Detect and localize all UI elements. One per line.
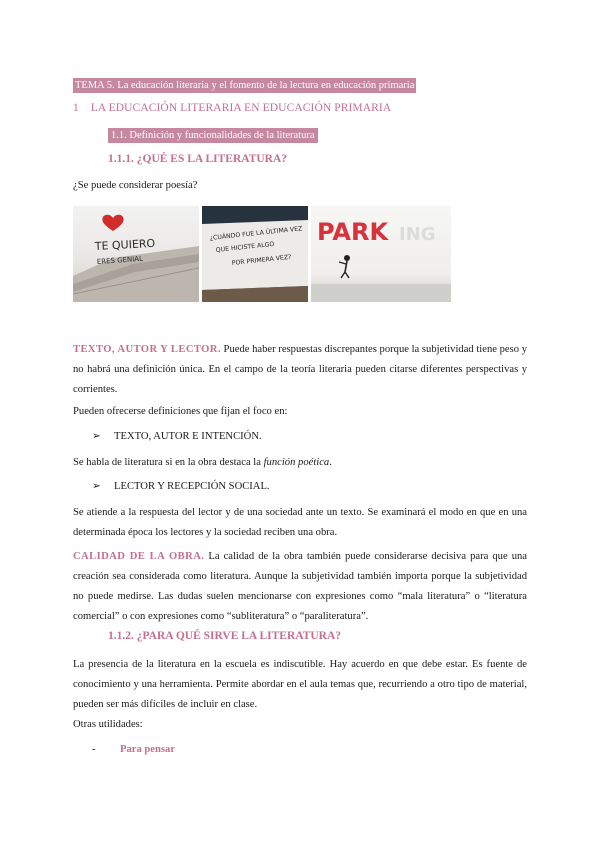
img2-line3: POR PRIMERA VEZ? xyxy=(231,253,292,267)
section-heading-1-1: 1.1. Definición y funcionalidades de la literatura xyxy=(108,128,318,143)
paragraph-definiciones: Pueden ofrecerse definiciones que fijan el foco en: xyxy=(73,406,288,417)
section-heading-1: 1 LA EDUCACIÓN LITERARIA EN EDUCACIÓN PRIMARIA xyxy=(73,102,392,114)
img1-line1: TE QUIERO xyxy=(94,236,156,253)
p1-text: Puede haber respuestas discrepantes porque la subjetividad tiene peso y no habrá una definición única. En el campo de la teoría literaria pueden citarse diferentes perspectivas y corrientes. xyxy=(73,344,527,395)
section-heading-1-1-1: 1.1.1. ¿QUÉ ES LA LITERATURA? xyxy=(108,153,288,165)
img3-park: PARK xyxy=(317,218,389,246)
img2-line1: ¿CUÁNDO FUE LA ÚLTIMA VEZ xyxy=(209,225,303,242)
p5-text: La calidad de la obra también puede considerarse decisiva para que una creación sea considerada como literatura. Aunque la subjetividad también importa porque la subjetividad no puede medirse. Las dudas suelen mencionarse con expresiones como “mala literatura” o “literatura comercial” o con expresiones como “subliteratura” o “paraliteratura”. xyxy=(73,551,527,622)
graffiti-te-quiero-image xyxy=(73,206,199,302)
question-text: ¿Se puede considerar poesía? xyxy=(73,180,198,191)
arrow-bullet-icon: ➢ xyxy=(92,481,101,492)
list-item-para-pensar xyxy=(92,744,175,755)
bullet-texto-autor xyxy=(92,430,262,442)
paragraph-presencia-literatura: La presencia de la literatura en la escuela es indiscutible. Hay acuerdo en que debe estar. Es fuente de conocimiento y una herramienta. Permite abordar en el aula temas que, recurriendo a otro tipo de material, pueden ser más difíciles de incluir en clase. xyxy=(73,659,527,710)
paragraph-texto-autor-lector xyxy=(73,340,527,400)
section-heading-1-1-2: 1.1.2. ¿PARA QUÉ SIRVE LA LITERATURA? xyxy=(108,630,342,642)
bullet-lector-recepcion xyxy=(92,480,270,492)
bullet2-text: LECTOR Y RECEPCIÓN SOCIAL. xyxy=(114,481,270,492)
bullet1-text: TEXTO, AUTOR E INTENCIÓN. xyxy=(114,431,262,442)
tema-title: TEMA 5. La educación literaria y el fomento de la lectura en educación primaria xyxy=(75,80,415,91)
label-texto-autor-lector: TEXTO, AUTOR Y LECTOR. xyxy=(73,344,221,355)
arrow-bullet-icon: ➢ xyxy=(92,431,101,442)
paragraph-calidad-obra xyxy=(73,547,527,627)
paragraph-funcion-poetica xyxy=(73,453,527,473)
graffiti-wall-image xyxy=(202,206,308,302)
p3-italic: función poética xyxy=(263,457,330,468)
img1-line2: ERES GENIAL xyxy=(96,254,144,266)
p3-text: Se habla de literatura si en la obra destaca la xyxy=(73,457,264,468)
dash-bullet-icon: - xyxy=(92,744,96,755)
img3-ing: ING xyxy=(399,224,436,245)
graffiti-parking-image xyxy=(311,206,451,302)
img2-line2: QUE HICISTE ALGO xyxy=(215,240,275,254)
paragraph-respuesta-lector: Se atiende a la respuesta del lector y de una sociedad ante un texto. Se examinará el modo en que en una determinada época los lectores y la sociedad reciben una obra. xyxy=(73,507,527,538)
label-calidad-obra: CALIDAD DE LA OBRA. xyxy=(73,551,205,562)
bullet3-text: Para pensar xyxy=(120,744,176,755)
p3-end: . xyxy=(329,457,332,468)
paragraph-otras-utilidades: Otras utilidades: xyxy=(73,719,143,730)
